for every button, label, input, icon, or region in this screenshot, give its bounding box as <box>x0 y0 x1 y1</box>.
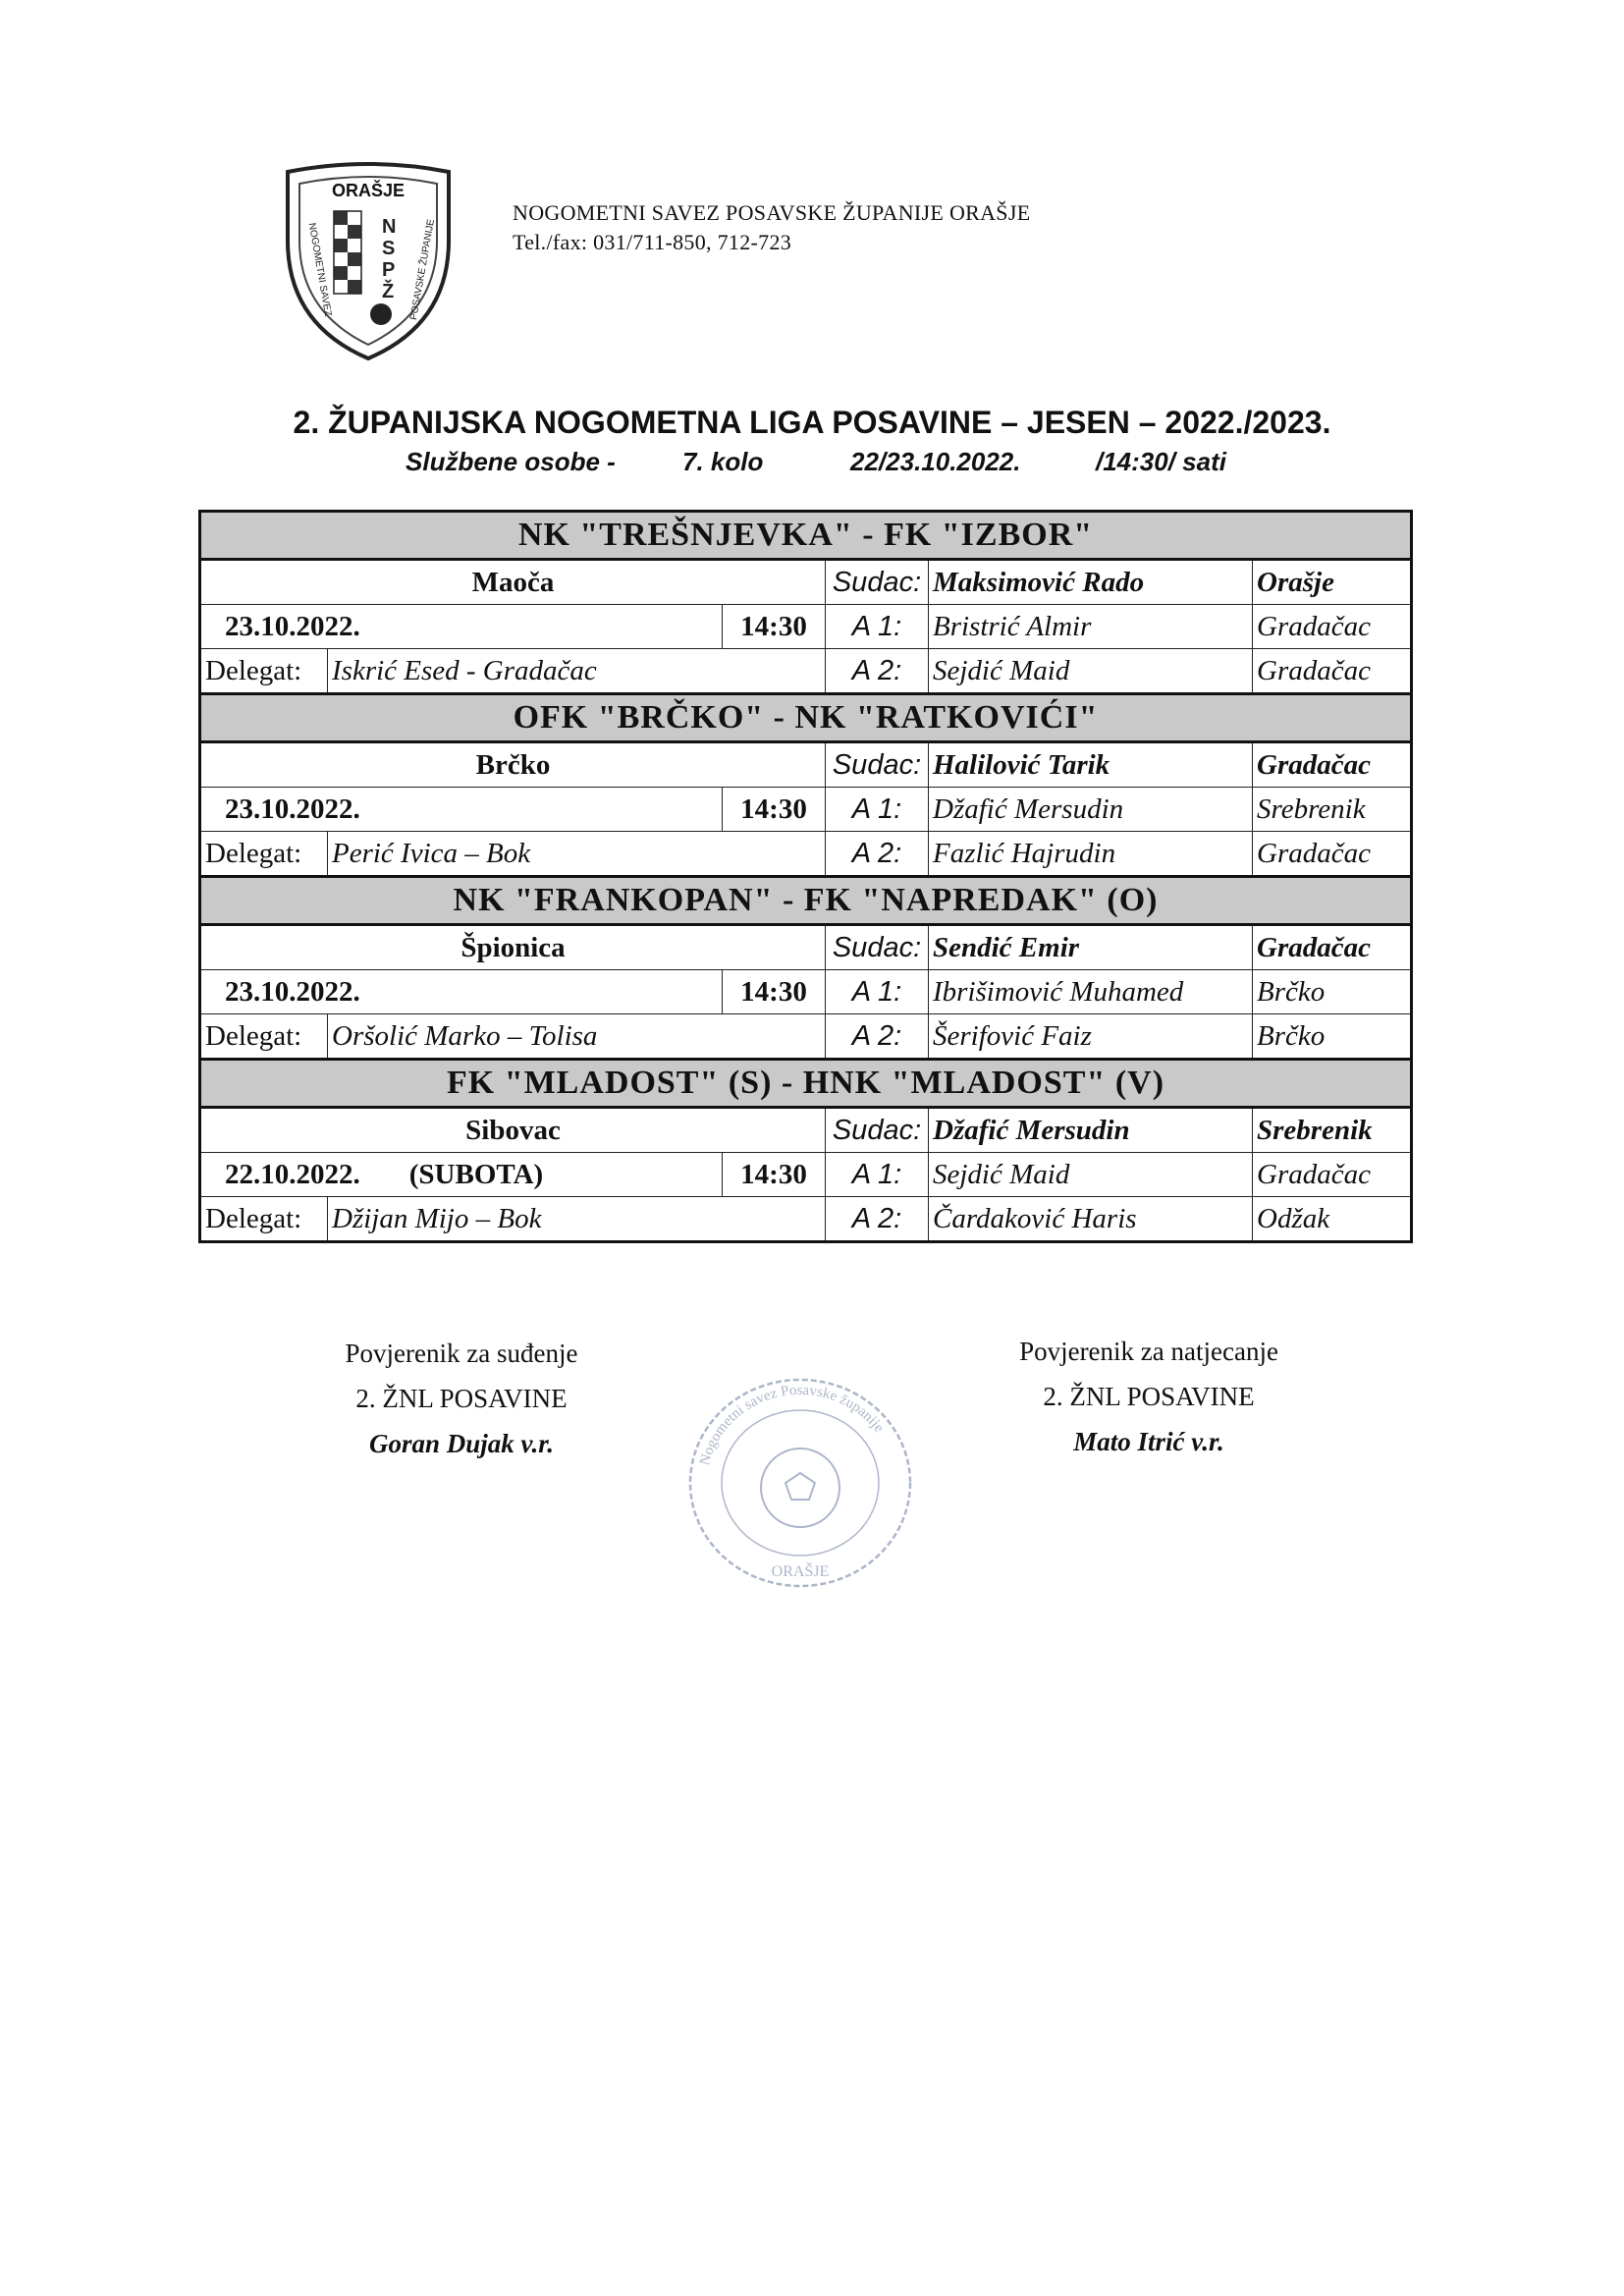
sig-left-title: Povjerenik za suđenje <box>345 1339 578 1368</box>
league-title: 2. ŽUPANIJSKA NOGOMETNA LIGA POSAVINE – JESEN – 2022./2023. <box>293 405 1331 440</box>
referee-role: A 1: <box>826 788 929 832</box>
svg-text:POSAVSKE ŽUPANIJE: POSAVSKE ŽUPANIJE <box>408 218 437 321</box>
referee-name: Bristrić Almir <box>929 605 1253 649</box>
officials-table <box>198 510 1413 1243</box>
match-venue: Špionica <box>200 925 826 970</box>
organization-header <box>513 198 1030 257</box>
svg-text:P: P <box>382 259 396 281</box>
match-date: 23.10.2022. <box>225 793 360 825</box>
svg-text:S: S <box>382 238 396 259</box>
svg-text:Ž: Ž <box>382 281 395 302</box>
delegate-name: Džijan Mijo – Bok <box>328 1197 826 1242</box>
referee-city: Srebrenik <box>1253 1108 1412 1153</box>
referee-city: Orašje <box>1253 560 1412 605</box>
delegate-row <box>200 832 1412 877</box>
referee-city: Srebrenik <box>1253 788 1412 832</box>
referee-name: Džafić Mersudin <box>929 1108 1253 1153</box>
match-venue: Maoča <box>200 560 826 605</box>
delegate-name: Iskrić Esed - Gradačac <box>328 649 826 694</box>
referee-name: Maksimović Rado <box>929 560 1253 605</box>
match-header <box>200 512 1412 560</box>
sig-right-league: 2. ŽNL POSAVINE <box>1043 1382 1255 1411</box>
referee-role: A 1: <box>826 605 929 649</box>
svg-text:Nogometni savez Posavske župan: Nogometni savez Posavske županije <box>697 1382 888 1467</box>
match-date-cell <box>200 788 723 832</box>
match-teams: OFK "BRČKO" - NK "RATKOVIĆI" <box>200 694 1412 742</box>
referee-name: Ibrišimović Muhamed <box>929 970 1253 1014</box>
match-venue: Sibovac <box>200 1108 826 1153</box>
referee-role: Sudac: <box>826 742 929 788</box>
delegate-label: Delegat: <box>200 649 328 694</box>
match-teams: NK "FRANKOPAN" - FK "NAPREDAK" (O) <box>200 877 1412 925</box>
referee-city: Odžak <box>1253 1197 1412 1242</box>
venue-row <box>200 925 1412 970</box>
delegate-name: Oršolić Marko – Tolisa <box>328 1014 826 1060</box>
delegate-name: Perić Ivica – Bok <box>328 832 826 877</box>
referee-role: Sudac: <box>826 560 929 605</box>
date-row <box>200 605 1412 649</box>
referee-role: A 2: <box>826 1197 929 1242</box>
delegate-label: Delegat: <box>200 1014 328 1060</box>
referee-city: Gradačac <box>1253 1153 1412 1197</box>
referee-city: Brčko <box>1253 1014 1412 1060</box>
date-row <box>200 1153 1412 1197</box>
officials-label: Službene osobe - <box>406 447 616 476</box>
match-venue: Brčko <box>200 742 826 788</box>
svg-text:ORAŠJE: ORAŠJE <box>771 1563 830 1580</box>
referee-name: Sejdić Maid <box>929 1153 1253 1197</box>
referee-name: Šerifović Faiz <box>929 1014 1253 1060</box>
org-name: NOGOMETNI SAVEZ POSAVSKE ŽUPANIJE ORAŠJE <box>513 200 1031 225</box>
referee-role: A 1: <box>826 970 929 1014</box>
match-date: 22.10.2022. <box>225 1158 360 1190</box>
svg-text:ORAŠJE: ORAŠJE <box>331 181 406 200</box>
match-date: 23.10.2022. <box>225 975 360 1008</box>
referee-role: A 1: <box>826 1153 929 1197</box>
match-header <box>200 1060 1412 1108</box>
referee-city: Gradačac <box>1253 925 1412 970</box>
delegate-label: Delegat: <box>200 832 328 877</box>
official-stamp <box>677 1370 923 1596</box>
match-date-cell <box>200 970 723 1014</box>
venue-row <box>200 742 1412 788</box>
match-header <box>200 877 1412 925</box>
delegate-row <box>200 1197 1412 1242</box>
date-row <box>200 970 1412 1014</box>
sig-left-name: Goran Dujak v.r. <box>368 1429 555 1458</box>
referee-name: Halilović Tarik <box>929 742 1253 788</box>
round-time: /14:30/ sati <box>1096 447 1226 476</box>
referee-name: Čardaković Haris <box>929 1197 1253 1242</box>
delegate-row <box>200 1014 1412 1060</box>
referee-name: Sejdić Maid <box>929 649 1253 694</box>
referee-city: Gradačac <box>1253 649 1412 694</box>
referee-city: Gradačac <box>1253 742 1412 788</box>
match-header <box>200 694 1412 742</box>
signature-right <box>982 1329 1316 1464</box>
svg-text:N: N <box>382 216 397 238</box>
match-date-cell <box>200 1153 723 1197</box>
federation-logo <box>280 162 457 363</box>
round-dates: 22/23.10.2022. <box>850 447 1021 476</box>
org-phone: Tel./fax: 031/711-850, 712-723 <box>513 230 792 254</box>
date-row <box>200 788 1412 832</box>
match-time: 14:30 <box>723 1153 826 1197</box>
match-time: 14:30 <box>723 788 826 832</box>
referee-name: Sendić Emir <box>929 925 1253 970</box>
referee-name: Fazlić Hajrudin <box>929 832 1253 877</box>
referee-city: Brčko <box>1253 970 1412 1014</box>
delegate-label: Delegat: <box>200 1197 328 1242</box>
match-date: 23.10.2022. <box>225 610 360 642</box>
referee-role: A 2: <box>826 649 929 694</box>
match-date-cell <box>200 605 723 649</box>
match-teams: NK "TREŠNJEVKA" - FK "IZBOR" <box>200 512 1412 560</box>
match-teams: FK "MLADOST" (S) - HNK "MLADOST" (V) <box>200 1060 1412 1108</box>
referee-city: Gradačac <box>1253 832 1412 877</box>
signature-left <box>295 1331 628 1466</box>
referee-role: Sudac: <box>826 1108 929 1153</box>
sig-right-title: Povjerenik za natjecanje <box>1019 1337 1278 1366</box>
match-time: 14:30 <box>723 605 826 649</box>
referee-name: Džafić Mersudin <box>929 788 1253 832</box>
round-number: 7. kolo <box>682 447 764 476</box>
venue-row <box>200 560 1412 605</box>
svg-text:NOGOMETNI SAVEZ: NOGOMETNI SAVEZ <box>305 222 334 318</box>
referee-role: A 2: <box>826 1014 929 1060</box>
match-time: 14:30 <box>723 970 826 1014</box>
sig-right-name: Mato Itrić v.r. <box>1073 1427 1224 1456</box>
referee-city: Gradačac <box>1253 605 1412 649</box>
sig-left-league: 2. ŽNL POSAVINE <box>355 1384 568 1413</box>
venue-row <box>200 1108 1412 1153</box>
referee-role: A 2: <box>826 832 929 877</box>
referee-role: Sudac: <box>826 925 929 970</box>
delegate-row <box>200 649 1412 694</box>
match-day-note: (SUBOTA) <box>408 1158 544 1190</box>
